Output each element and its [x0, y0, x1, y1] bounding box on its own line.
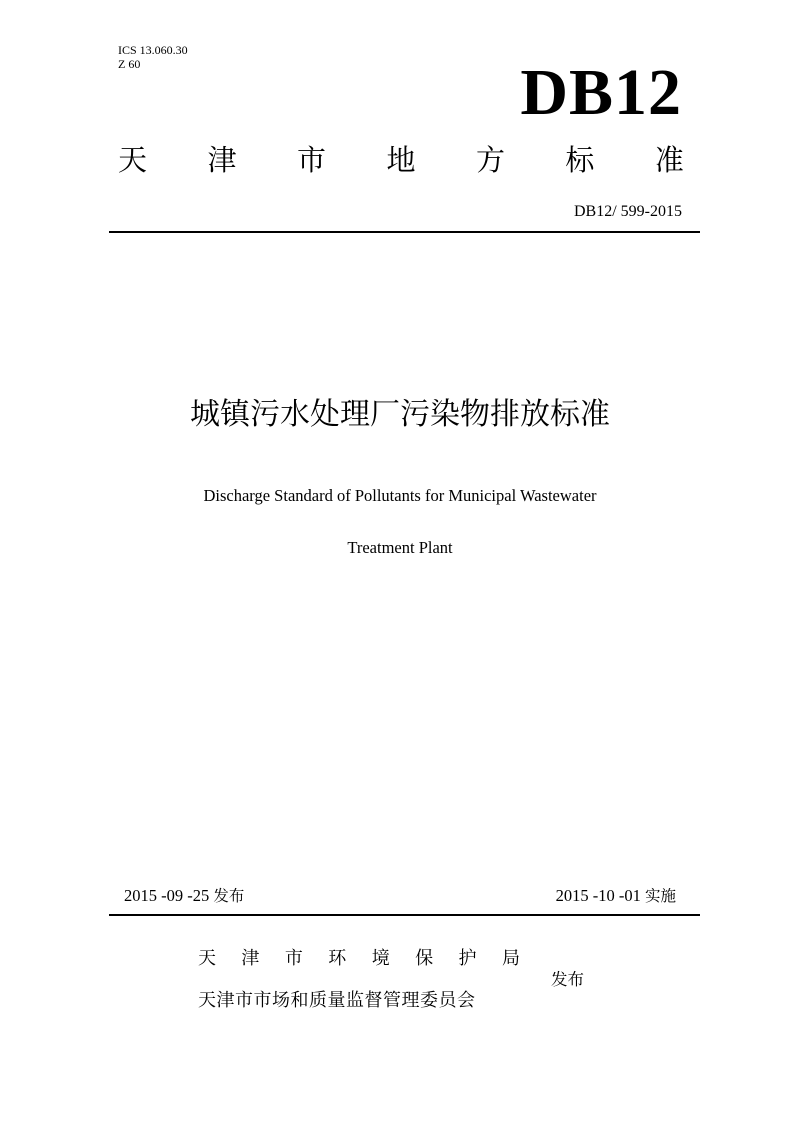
standard-number: DB12/ 599-2015: [574, 203, 682, 220]
publish-label: 发布: [551, 970, 584, 989]
standard-type-char: 地: [386, 143, 416, 177]
issuer-char: 局: [501, 948, 520, 969]
title-english-line2: Treatment Plant: [347, 538, 453, 557]
issue-label: 发布: [213, 887, 245, 905]
implementation-date: 2015 -10 -01: [555, 886, 641, 905]
implementation-label: 实施: [644, 887, 676, 905]
implementation-date-block: [556, 885, 676, 907]
issuer-char: 保: [415, 948, 434, 969]
title-chinese: 城镇污水处理厂污染物排放标准: [190, 397, 610, 432]
standard-type-char: 天: [118, 143, 148, 177]
ics-block: [118, 43, 188, 71]
issuer-char: 护: [458, 948, 477, 969]
standard-type-char: 准: [654, 143, 684, 177]
standard-type-char: 市: [296, 143, 326, 177]
standard-type: [118, 140, 684, 180]
bottom-divider: [109, 914, 700, 916]
issuer-char: 环: [328, 948, 347, 969]
standard-type-char: 津: [207, 143, 237, 177]
issuer-char: 津: [241, 948, 260, 969]
db-logo: DB12: [520, 56, 682, 129]
issuer-market-quality-committee: 天津市市场和质量监督管理委员会: [198, 990, 476, 1011]
issuer-char: 境: [371, 948, 390, 969]
issue-date: 2015 -09 -25: [124, 886, 210, 905]
standard-type-char: 标: [565, 143, 595, 177]
issuer-char: 天: [198, 948, 216, 969]
title-english-line1: Discharge Standard of Pollutants for Municipal Wastewater: [203, 486, 597, 505]
ics-code: ICS 13.060.30: [118, 43, 188, 57]
standard-type-char: 方: [475, 143, 505, 177]
classification-code: Z 60: [118, 57, 141, 71]
issue-date-block: [124, 885, 244, 907]
issuer-environmental-bureau: [198, 946, 520, 972]
issuer-char: 市: [284, 948, 303, 969]
top-divider: [109, 231, 700, 233]
